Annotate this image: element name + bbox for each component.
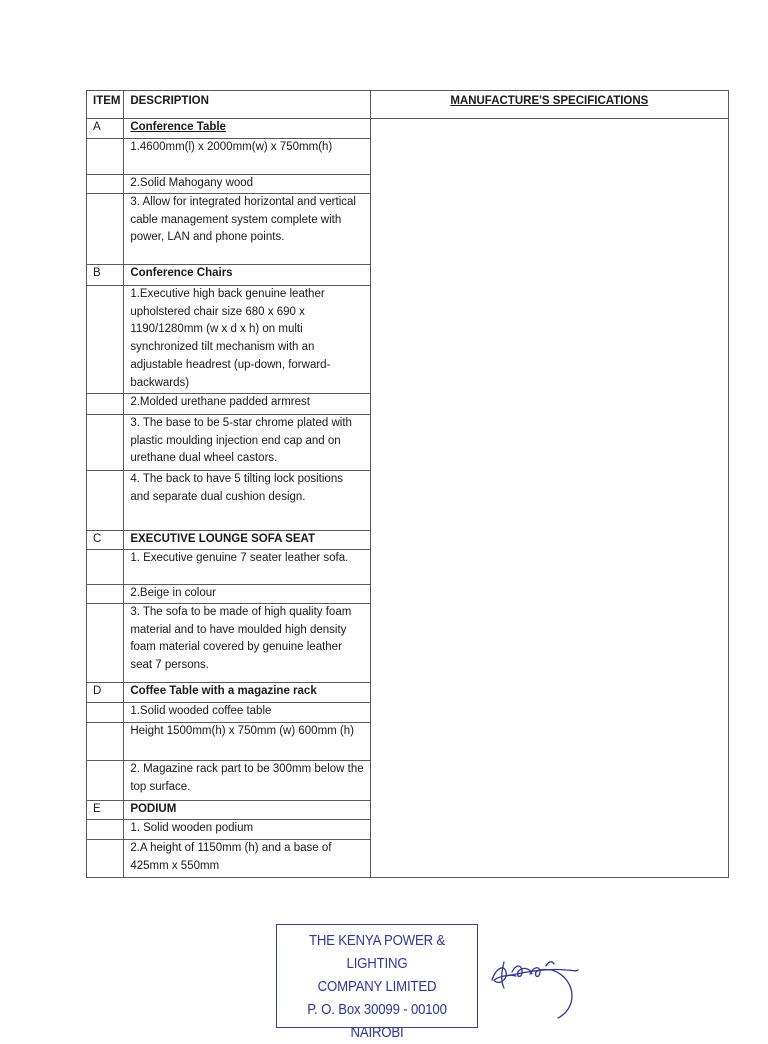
description-cell: Height 1500mm(h) x 750mm (w) 600mm (h) — [124, 723, 370, 761]
category-title: Conference Chairs — [124, 265, 370, 286]
description-cell: 2.A height of 1150mm (h) and a base of 425mm x 550mm — [124, 840, 370, 878]
item-cell — [87, 471, 124, 531]
description-cell: 1.4600mm(l) x 2000mm(w) x 750mm(h) — [124, 139, 370, 175]
description-cell: 1.Executive high back genuine leather upholstered chair size 680 x 690 x 1190/1280mm (w x d x h) on multi synchronized tilt mechanism with an adjustable headrest (up-down, forward-backwards) — [124, 286, 370, 394]
specifications-cell — [370, 119, 728, 878]
description-cell: 1.Solid wooded coffee table — [124, 703, 370, 723]
category-title: PODIUM — [124, 801, 370, 820]
description-cell: 1. Executive genuine 7 seater leather sofa. — [124, 550, 370, 585]
item-cell — [87, 820, 124, 840]
category-row — [87, 119, 729, 139]
company-stamp — [276, 924, 478, 1041]
item-cell: C — [87, 531, 124, 550]
item-cell: A — [87, 119, 124, 139]
category-title: EXECUTIVE LOUNGE SOFA SEAT — [124, 531, 370, 550]
item-cell: D — [87, 683, 124, 703]
description-cell: 2.Beige in colour — [124, 585, 370, 604]
item-cell — [87, 840, 124, 878]
stamp-line: NAIROBI — [350, 1024, 404, 1041]
item-cell — [87, 394, 124, 415]
category-title: Coffee Table with a magazine rack — [124, 683, 370, 703]
specifications-column-header: MANUFACTURE'S SPECIFICATIONS — [370, 91, 728, 119]
item-cell: B — [87, 265, 124, 286]
description-cell: 3. The sofa to be made of high quality foam material and to have moulded high density foam material covered by genuine leather seat 7 persons. — [124, 604, 370, 683]
item-column-header: ITEM — [87, 91, 124, 119]
description-cell: 4. The back to have 5 tilting lock positions and separate dual cushion design. — [124, 471, 370, 531]
item-cell — [87, 194, 124, 265]
description-cell: 3. The base to be 5-star chrome plated with plastic moulding injection end cap and on urethane dual wheel castors. — [124, 415, 370, 471]
item-cell — [87, 604, 124, 683]
item-cell — [87, 703, 124, 723]
item-cell: E — [87, 801, 124, 820]
item-cell — [87, 415, 124, 471]
item-cell — [87, 286, 124, 394]
item-cell — [87, 139, 124, 175]
category-title: Conference Table — [124, 119, 370, 139]
item-cell — [87, 585, 124, 604]
item-cell — [87, 723, 124, 761]
stamp-line: P. O. Box 30099 - 00100 — [307, 1001, 447, 1018]
handwritten-signature — [486, 950, 586, 1020]
description-cell: 2.Molded urethane padded armrest — [124, 394, 370, 415]
specifications-table — [86, 90, 729, 878]
description-column-header: DESCRIPTION — [124, 91, 370, 119]
description-cell: 2.Solid Mahogany wood — [124, 175, 370, 194]
item-cell — [87, 761, 124, 801]
stamp-line: COMPANY LIMITED — [317, 978, 437, 995]
table-body — [87, 119, 729, 878]
table-header-row — [87, 91, 729, 119]
description-cell: 2. Magazine rack part to be 300mm below the top surface. — [124, 761, 370, 801]
item-cell — [87, 550, 124, 585]
description-cell: 3. Allow for integrated horizontal and vertical cable management system complete with power, LAN and phone points. — [124, 194, 370, 265]
stamp-line: THE KENYA POWER & LIGHTING — [308, 932, 446, 972]
item-cell — [87, 175, 124, 194]
description-cell: 1. Solid wooden podium — [124, 820, 370, 840]
